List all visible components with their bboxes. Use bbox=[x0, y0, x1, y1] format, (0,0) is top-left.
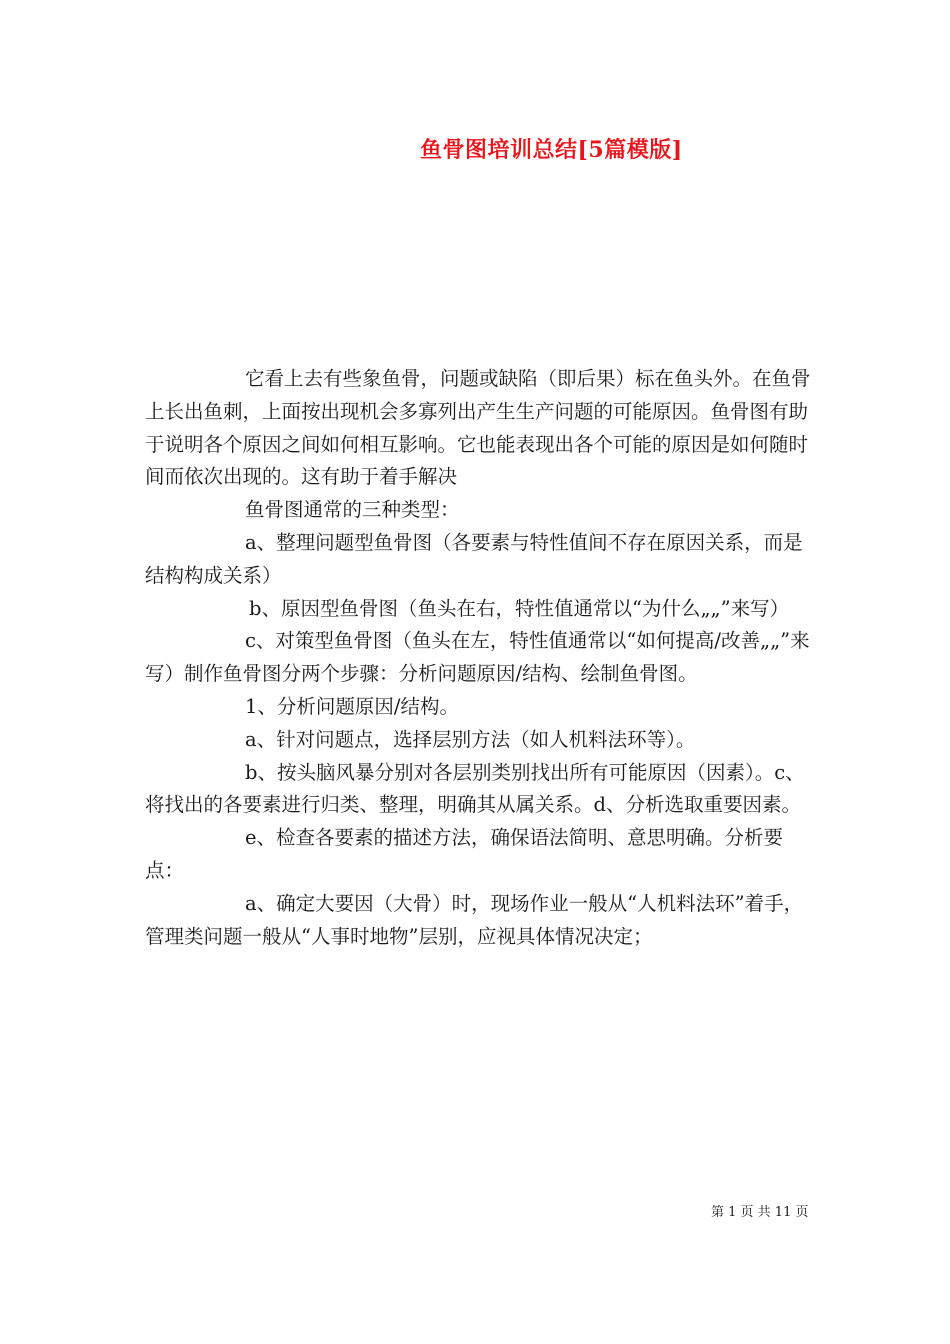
document-title: 鱼骨图培训总结[5篇模版] bbox=[420, 137, 683, 163]
paragraph-type-a: a、整理问题型鱼骨图（各要素与特性值间不存在原因关系，而是结构构成关系） bbox=[145, 530, 803, 587]
paragraph-step-b: b、按头脑风暴分别对各层别类别找出所有可能原因（因素）。c、将找出的各要素进行归类、整理，明确其从属关系。d、分析选取重要因素。 bbox=[145, 760, 805, 817]
page-number-footer: 第 1 页 共 11 页 bbox=[711, 1205, 809, 1220]
paragraph-type-b: b、原因型鱼骨图（鱼头在右，特性值通常以“为什么„„”来写） bbox=[249, 596, 790, 620]
paragraph-intro: 它看上去有些象鱼骨，问题或缺陷（即后果）标在鱼头外。在鱼骨上长出鱼刺，上面按出现机会多寡列出产生生产问题的可能原因。鱼骨图有助于说明各个原因之间如何相互影响。它也能表现出各个可能的原因是如何随时间而依次出现的。这有助于着手解决 bbox=[145, 367, 811, 489]
document-body bbox=[145, 363, 815, 953]
paragraph-type-c: c、对策型鱼骨图（鱼头在左，特性值通常以“如何提高/改善„„”来写）制作鱼骨图分两个步骤：分析问题原因/结构、绘制鱼骨图。 bbox=[145, 629, 810, 686]
paragraph-step-a: a、针对问题点，选择层别方法（如人机料法环等）。 bbox=[245, 727, 696, 751]
paragraph-types-heading: 鱼骨图通常的三种类型： bbox=[245, 498, 460, 522]
paragraph-point-a: a、确定大要因（大骨）时，现场作业一般从“人机料法环”着手，管理类问题一般从“人事时地物”层别，应视具体情况决定； bbox=[145, 891, 804, 948]
paragraph-step-1: 1、分析问题原因/结构。 bbox=[245, 694, 459, 718]
paragraph-step-e: e、检查各要素的描述方法，确保语法简明、意思明确。分析要点： bbox=[145, 826, 784, 882]
